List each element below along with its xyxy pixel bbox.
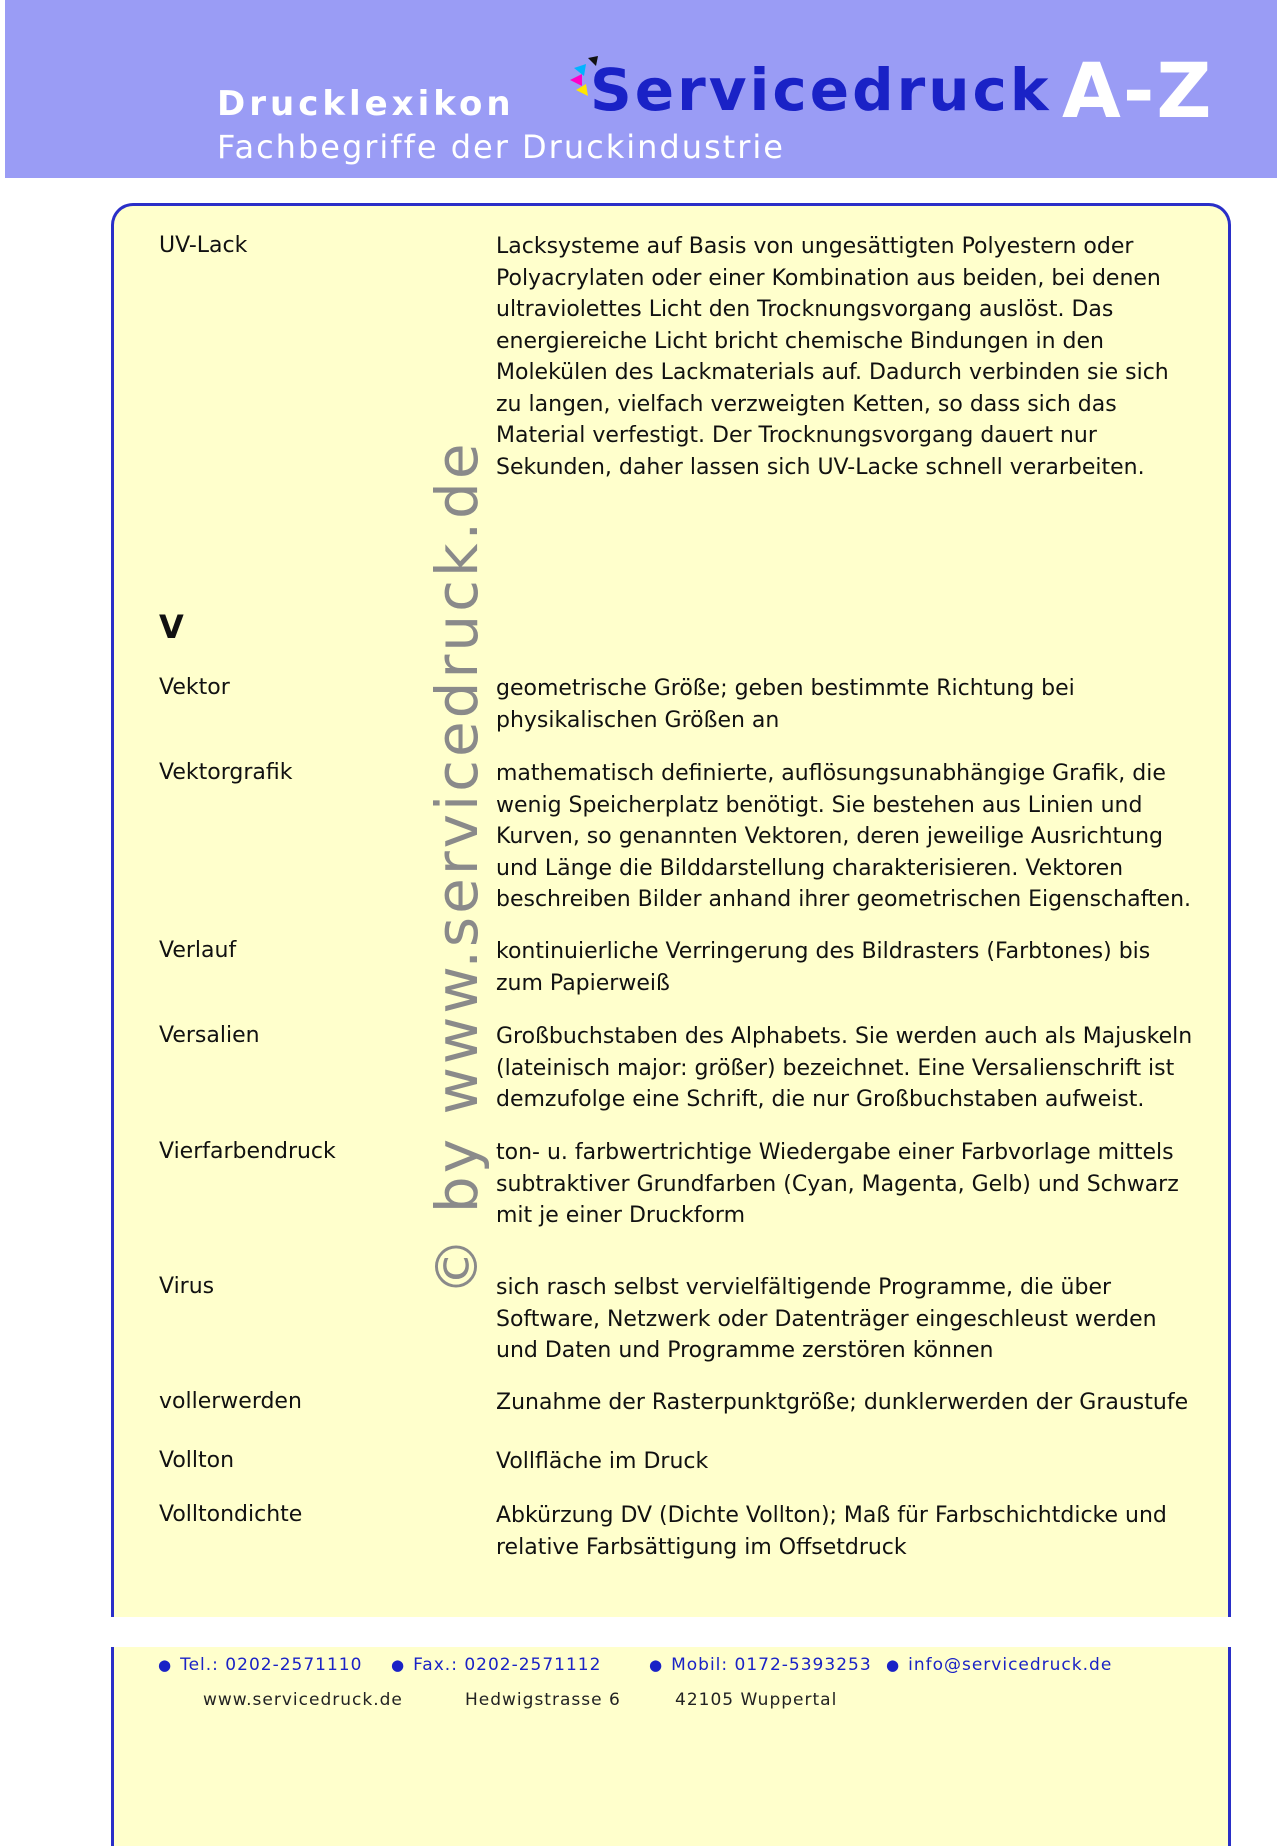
term-verlauf: Verlauf <box>159 938 237 963</box>
definition-vektor: geometrische Größe; geben bestimmte Richtung bei physikalischen Größen an <box>496 676 1075 733</box>
footer-street: Hedwigstrasse 6 <box>465 1690 621 1710</box>
term-vollerwerden: vollerwerden <box>159 1389 302 1414</box>
header-subtitle: Fachbegriffe der Druckindustrie <box>217 128 785 166</box>
definition-vollton: Vollfläche im Druck <box>496 1449 709 1474</box>
footer-mobil-text: Mobil: 0172-5393253 <box>671 1655 872 1675</box>
panel-bottom-edge <box>100 1617 1240 1647</box>
bullet-icon: ● <box>886 1656 901 1674</box>
alphabet-range: A-Z <box>1062 46 1214 135</box>
definition-versalien: Großbuchstaben des Alphabets. Sie werden auch als Majuskeln (lateinisch major: größer) bezeichnet. Eine Versalienschrift ist demzufolge eine Schrift, die nur Großbuchstaben aufweist. <box>496 1024 1193 1112</box>
term-vektorgrafik: Vektorgrafik <box>159 760 293 785</box>
definition-virus: sich rasch selbst vervielfältigende Programme, die über Software, Netzwerk oder Datenträger eingeschleust werden und Daten und Programme zerstören können <box>496 1275 1157 1363</box>
definition-uv-lack: Lacksysteme auf Basis von ungesättigten Polyestern oder Polyacrylaten oder einer Kombination aus beiden, bei denen ultraviolettes Licht den Trocknungsvorgang auslöst. Das energiereiche Licht bricht chemische Bindungen in den Molekülen des Lackmaterials auf. Dadurch verbinden sie sich zu langen, vielfach verzweigten Ketten, so dass sich das Material verfestigt. Der Trocknungsvorgang dauert nur Sekunden, daher lassen sich UV-Lacke schnell verarbeiten. <box>496 234 1169 480</box>
footer-fax-text: Fax.: 0202-2571112 <box>413 1655 602 1675</box>
footer-mobil <box>649 1655 872 1675</box>
header-title: Drucklexikon <box>217 84 515 124</box>
footer-website[interactable]: www.servicedruck.de <box>203 1690 403 1710</box>
term-vektor: Vektor <box>159 675 230 700</box>
definition-vektorgrafik: mathematisch definierte, auflösungsunabhängige Grafik, die wenig Speicherplatz benötigt. Sie bestehen aus Linien und Kurven, so genannten Vektoren, deren jeweilige Ausrichtung und Länge die Bilddarstellung charakterisieren. Vektoren beschreiben Bilder anhand ihrer geometrischen Eigenschaften. <box>496 761 1192 912</box>
footer-tel <box>158 1655 362 1675</box>
term-versalien: Versalien <box>159 1023 260 1048</box>
bullet-icon: ● <box>158 1656 173 1674</box>
logo-text: Servicedruck <box>590 56 1052 124</box>
definition-volltondichte: Abkürzung DV (Dichte Vollton); Maß für Farbschichtdicke und relative Farbsättigung im Offsetdruck <box>496 1503 1167 1560</box>
definition-vollerwerden: Zunahme der Rasterpunktgröße; dunklerwerden der Graustufe <box>496 1390 1189 1415</box>
footer-fax <box>391 1655 601 1675</box>
definition-vierfarbendruck: ton- u. farbwertrichtige Wiedergabe einer Farbvorlage mittels subtraktiver Grundfarben (Cyan, Magenta, Gelb) und Schwarz mit je einer Druckform <box>496 1140 1179 1228</box>
section-letter: V <box>159 608 184 646</box>
bullet-icon: ● <box>391 1656 406 1674</box>
footer-city: 42105 Wuppertal <box>675 1690 838 1710</box>
term-volltondichte: Volltondichte <box>159 1502 303 1527</box>
term-uv-lack: UV-Lack <box>159 233 248 258</box>
footer-email[interactable] <box>886 1655 1112 1675</box>
term-vollton: Vollton <box>159 1448 235 1473</box>
logo <box>568 52 1052 132</box>
watermark: © by www.servicedruck.de <box>423 440 491 1296</box>
bullet-icon: ● <box>649 1656 664 1674</box>
term-virus: Virus <box>159 1274 215 1299</box>
footer-email-text[interactable]: info@servicedruck.de <box>908 1655 1113 1675</box>
definition-verlauf: kontinuierliche Verringerung des Bildrasters (Farbtones) bis zum Papierweiß <box>496 939 1151 996</box>
footer-tel-text: Tel.: 0202-2571110 <box>180 1655 363 1675</box>
term-vierfarbendruck: Vierfarbendruck <box>159 1139 336 1164</box>
